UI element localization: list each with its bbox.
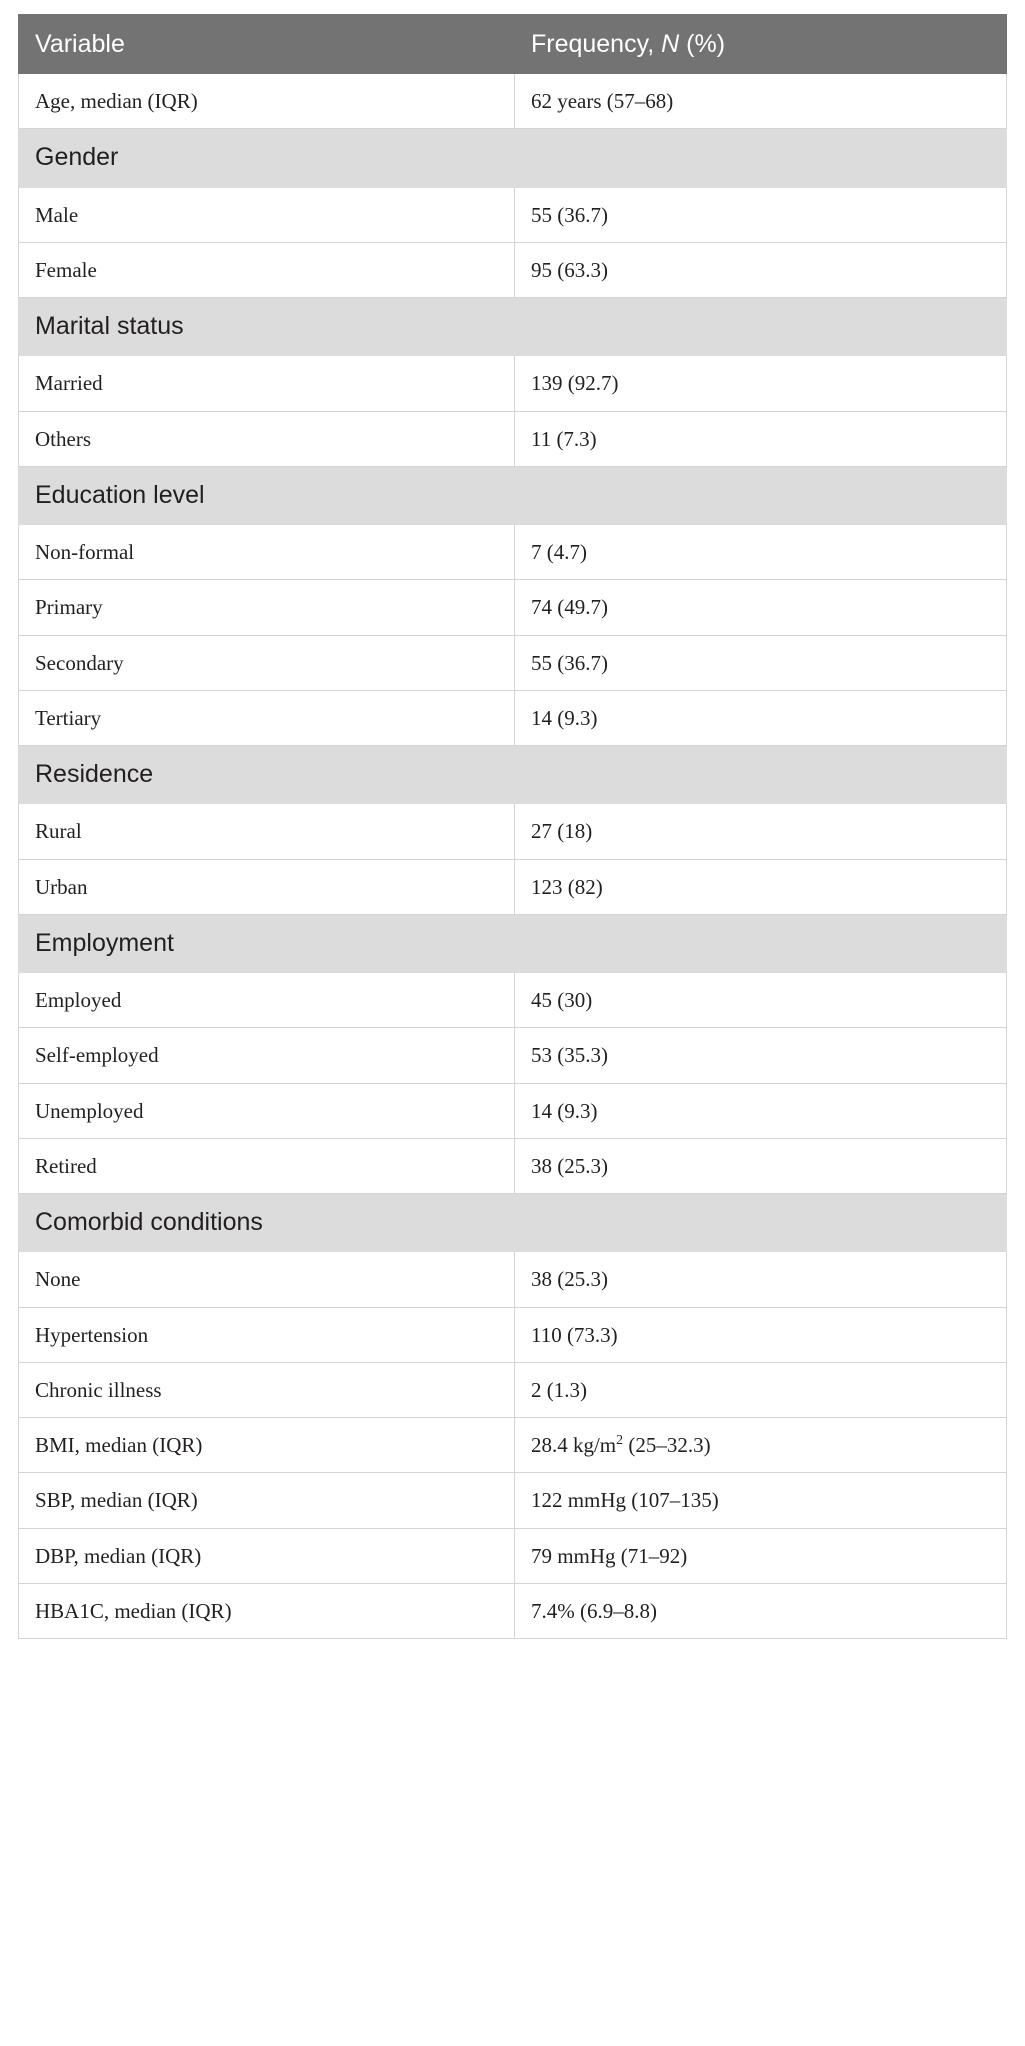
variable-cell: Chronic illness — [19, 1362, 515, 1417]
frequency-label-suffix: (%) — [679, 30, 726, 58]
variable-cell: Primary — [19, 580, 515, 635]
variable-cell: DBP, median (IQR) — [19, 1528, 515, 1583]
variable-cell: Non-formal — [19, 525, 515, 580]
frequency-cell: 14 (9.3) — [514, 1083, 1006, 1138]
table-row — [19, 1307, 1007, 1362]
column-header-frequency — [514, 15, 1006, 74]
table-row — [19, 973, 1007, 1028]
frequency-cell: 62 years (57–68) — [514, 74, 1006, 129]
table-row — [19, 580, 1007, 635]
variable-cell: Others — [19, 411, 515, 466]
variable-cell: Male — [19, 187, 515, 242]
frequency-cell: 53 (35.3) — [514, 1028, 1006, 1083]
frequency-cell: 28.4 $kg/m^2$ (25–32.3) — [514, 1418, 1006, 1473]
table-row — [19, 356, 1007, 411]
table-row — [19, 804, 1007, 859]
frequency-cell: 74 (49.7) — [514, 580, 1006, 635]
frequency-cell: 95 (63.3) — [514, 242, 1006, 297]
table-row — [19, 1138, 1007, 1193]
variable-cell: SBP, median (IQR) — [19, 1473, 515, 1528]
frequency-cell: 110 (73.3) — [514, 1307, 1006, 1362]
frequency-cell: 2 (1.3) — [514, 1362, 1006, 1417]
section-label: Education level — [19, 466, 1007, 524]
section-label: Residence — [19, 746, 1007, 804]
table-section-row — [19, 746, 1007, 804]
table-row — [19, 525, 1007, 580]
table-row — [19, 1083, 1007, 1138]
table-row — [19, 859, 1007, 914]
characteristics-table — [18, 14, 1007, 1639]
section-label: Marital status — [19, 298, 1007, 356]
table-row — [19, 1418, 1007, 1473]
table-row — [19, 242, 1007, 297]
variable-cell: Age, median (IQR) — [19, 74, 515, 129]
frequency-cell: 11 (7.3) — [514, 411, 1006, 466]
variable-cell: Retired — [19, 1138, 515, 1193]
section-label: Employment — [19, 914, 1007, 972]
variable-cell: Hypertension — [19, 1307, 515, 1362]
variable-cell: Secondary — [19, 635, 515, 690]
table-row — [19, 1528, 1007, 1583]
frequency-cell: 38 (25.3) — [514, 1138, 1006, 1193]
table-body — [19, 74, 1007, 1639]
frequency-cell: 55 (36.7) — [514, 635, 1006, 690]
variable-cell: BMI, median (IQR) — [19, 1418, 515, 1473]
table-row — [19, 1583, 1007, 1638]
section-label: Gender — [19, 129, 1007, 187]
table-row — [19, 1362, 1007, 1417]
frequency-cell: 27 (18) — [514, 804, 1006, 859]
table-section-row — [19, 298, 1007, 356]
variable-cell: HBA1C, median (IQR) — [19, 1583, 515, 1638]
table-row — [19, 1252, 1007, 1307]
table-row — [19, 411, 1007, 466]
frequency-cell: 122 mmHg (107–135) — [514, 1473, 1006, 1528]
variable-cell: Self-employed — [19, 1028, 515, 1083]
table-header-row — [19, 15, 1007, 74]
variable-cell: Rural — [19, 804, 515, 859]
table-section-row — [19, 129, 1007, 187]
variable-cell: Employed — [19, 973, 515, 1028]
frequency-cell: 55 (36.7) — [514, 187, 1006, 242]
frequency-cell: 123 (82) — [514, 859, 1006, 914]
frequency-cell: 38 (25.3) — [514, 1252, 1006, 1307]
frequency-cell: 14 (9.3) — [514, 690, 1006, 745]
frequency-cell: 45 (30) — [514, 973, 1006, 1028]
table-row — [19, 690, 1007, 745]
table-row — [19, 1028, 1007, 1083]
table-row — [19, 187, 1007, 242]
table-section-row — [19, 1194, 1007, 1252]
table-section-row — [19, 466, 1007, 524]
table-row — [19, 1473, 1007, 1528]
column-header-variable: Variable — [19, 15, 515, 74]
variable-cell: None — [19, 1252, 515, 1307]
table-row — [19, 635, 1007, 690]
frequency-label-prefix: Frequency, — [530, 30, 662, 58]
frequency-cell: 7.4% (6.9–8.8) — [514, 1583, 1006, 1638]
variable-cell: Tertiary — [19, 690, 515, 745]
frequency-label-symbol: N — [661, 30, 680, 58]
frequency-cell: 139 (92.7) — [514, 356, 1006, 411]
variable-cell: Married — [19, 356, 515, 411]
table-section-row — [19, 914, 1007, 972]
frequency-cell: 79 mmHg (71–92) — [514, 1528, 1006, 1583]
variable-cell: Unemployed — [19, 1083, 515, 1138]
table-header — [19, 15, 1007, 74]
section-label: Comorbid conditions — [19, 1194, 1007, 1252]
variable-cell: Female — [19, 242, 515, 297]
frequency-cell: 7 (4.7) — [514, 525, 1006, 580]
variable-cell: Urban — [19, 859, 515, 914]
table-row — [19, 74, 1007, 129]
